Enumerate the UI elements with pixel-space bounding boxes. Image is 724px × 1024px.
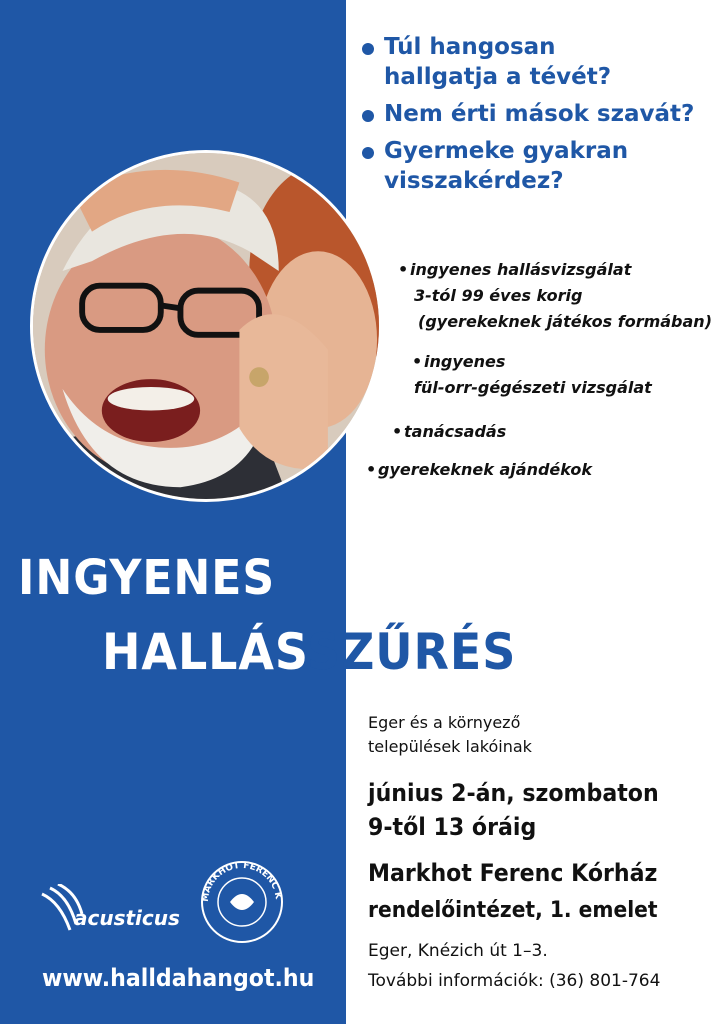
service-item: • tanácsadás [404,420,506,444]
question-item: Gyermeke gyakran visszakérdez? [360,136,720,196]
service-item: • ingyenes [424,350,505,374]
headline-hallas: HALLÁS [102,623,307,681]
bullet-icon [362,147,374,159]
question-item: Túl hangosan hallgatja a tévét? [360,32,720,92]
bullet-icon: • [366,460,377,479]
service-item-detail: fül-orr-gégészeti vizsgálat [414,378,652,397]
event-address: Eger, Knézich út 1–3. [368,941,548,961]
hospital-seal-logo [198,858,286,946]
question-item: Nem érti mások szavát? [360,99,720,129]
bullet-icon: • [412,352,423,371]
event-contact: További információk: (36) 801-764 [368,971,661,991]
hero-photo [30,150,382,502]
bullet-icon: • [398,260,409,279]
website-url[interactable]: www.halldahangot.hu [42,964,315,992]
event-place: Markhot Ferenc Kórház [368,859,658,887]
event-date: június 2-án, szombaton [368,779,659,807]
bullet-icon [362,110,374,122]
headline-szures: SZŰRÉS [306,623,517,681]
audience-line1: Eger és a környező [368,713,521,732]
headline-line1: INGYENES [18,550,276,606]
question-list [360,32,720,203]
service-item: • ingyenes hallásvizsgálat [410,258,631,282]
seal-text: MARKHOT FERENC K [200,860,283,903]
acusticus-logo [40,880,180,940]
service-item-detail: (gyerekeknek játékos formában) [418,312,713,331]
headline-line2 [102,620,516,684]
event-time: 9-től 13 óráig [368,813,537,841]
service-item: • gyerekeknek ajándékok [378,458,592,482]
service-item-detail: 3-tól 99 éves korig [414,286,583,305]
bullet-icon: • [392,422,403,441]
bullet-icon [362,43,374,55]
acusticus-wordmark: acusticus [74,906,180,930]
audience-line2: települések lakóinak [368,737,532,756]
event-room: rendelőintézet, 1. emelet [368,898,658,923]
